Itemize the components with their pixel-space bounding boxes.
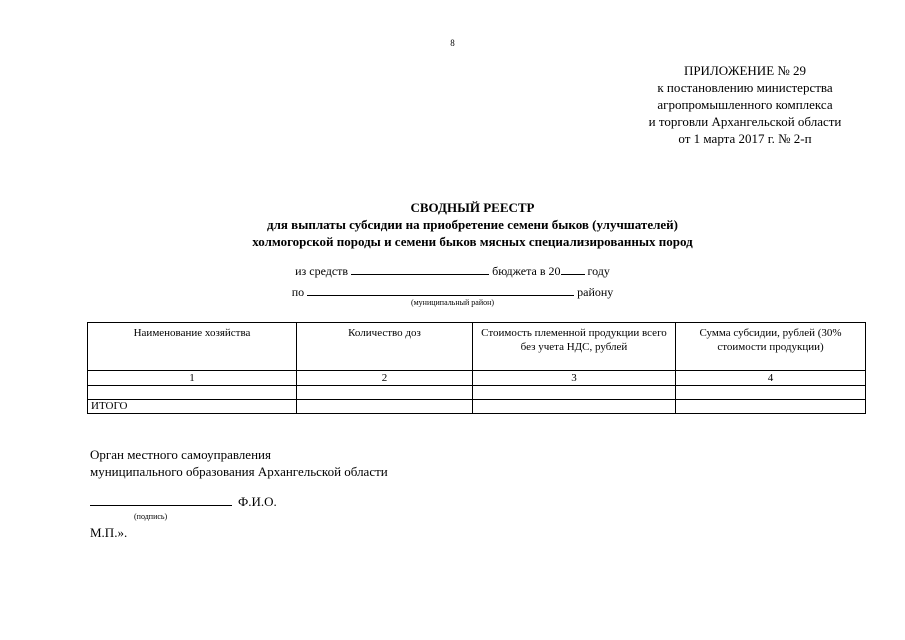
fund-prefix: из средств — [295, 264, 349, 278]
appendix-line: и торговли Архангельской области — [648, 114, 842, 129]
header-dose-count: Количество доз — [297, 323, 473, 371]
header-subsidy-amount: Сумма субсидии, рублей (30% стоимости продукции) — [676, 323, 866, 371]
budget-name-blank — [351, 263, 489, 275]
appendix-line: агропромышленного комплекса — [657, 97, 833, 112]
table-cell — [88, 386, 297, 400]
title-heading: СВОДНЫЙ РЕЕСТР — [410, 200, 535, 215]
title-subheading: холмогорской породы и семени быков мясных специализированных пород — [252, 234, 693, 249]
appendix-title: ПРИЛОЖЕНИЕ № 29 — [683, 63, 807, 78]
column-number: 1 — [88, 371, 297, 386]
column-number: 2 — [297, 371, 473, 386]
table-cell — [473, 400, 676, 414]
table-cell — [297, 400, 473, 414]
title-subheading: для выплаты субсидии на приобретение семени быков (улучшателей) — [267, 217, 678, 232]
district-caption: (муниципальный район) — [410, 298, 495, 307]
authority-block — [90, 446, 388, 480]
fund-source-line — [0, 263, 905, 279]
appendix-line: к постановлению министерства — [657, 80, 833, 95]
document-title — [100, 199, 845, 250]
table-cell — [473, 386, 676, 400]
page-number: 8 — [450, 38, 455, 48]
appendix-reference — [600, 62, 890, 147]
seal-mark: М.П.». — [90, 525, 128, 540]
table-cell — [297, 386, 473, 400]
year-blank — [561, 263, 585, 275]
fund-suffix: году — [587, 264, 610, 278]
signature-caption: (подпись) — [134, 512, 168, 521]
district-name-blank — [307, 284, 574, 296]
authority-line: Орган местного самоуправления — [90, 447, 271, 462]
header-product-cost: Стоимость племенной продукции всего без учета НДС, рублей — [473, 323, 676, 371]
header-farm-name: Наименование хозяйства — [88, 323, 297, 371]
total-label: ИТОГО — [88, 400, 297, 414]
signature-line — [90, 494, 277, 510]
column-number: 4 — [676, 371, 866, 386]
district-prefix: по — [291, 285, 305, 299]
table-cell — [676, 386, 866, 400]
column-number-row — [88, 371, 866, 386]
district-suffix: району — [577, 285, 614, 299]
signature-blank — [90, 494, 232, 506]
total-row — [88, 400, 866, 414]
full-name-label: Ф.И.О. — [238, 494, 277, 509]
column-number: 3 — [473, 371, 676, 386]
fund-middle: бюджета в 20 — [492, 264, 561, 278]
authority-line: муниципального образования Архангельской области — [90, 464, 388, 479]
table-cell — [676, 400, 866, 414]
appendix-date-line: от 1 марта 2017 г. № 2-п — [678, 131, 812, 146]
table-header-row — [88, 323, 866, 371]
table-row — [88, 386, 866, 400]
registry-table — [87, 322, 866, 414]
